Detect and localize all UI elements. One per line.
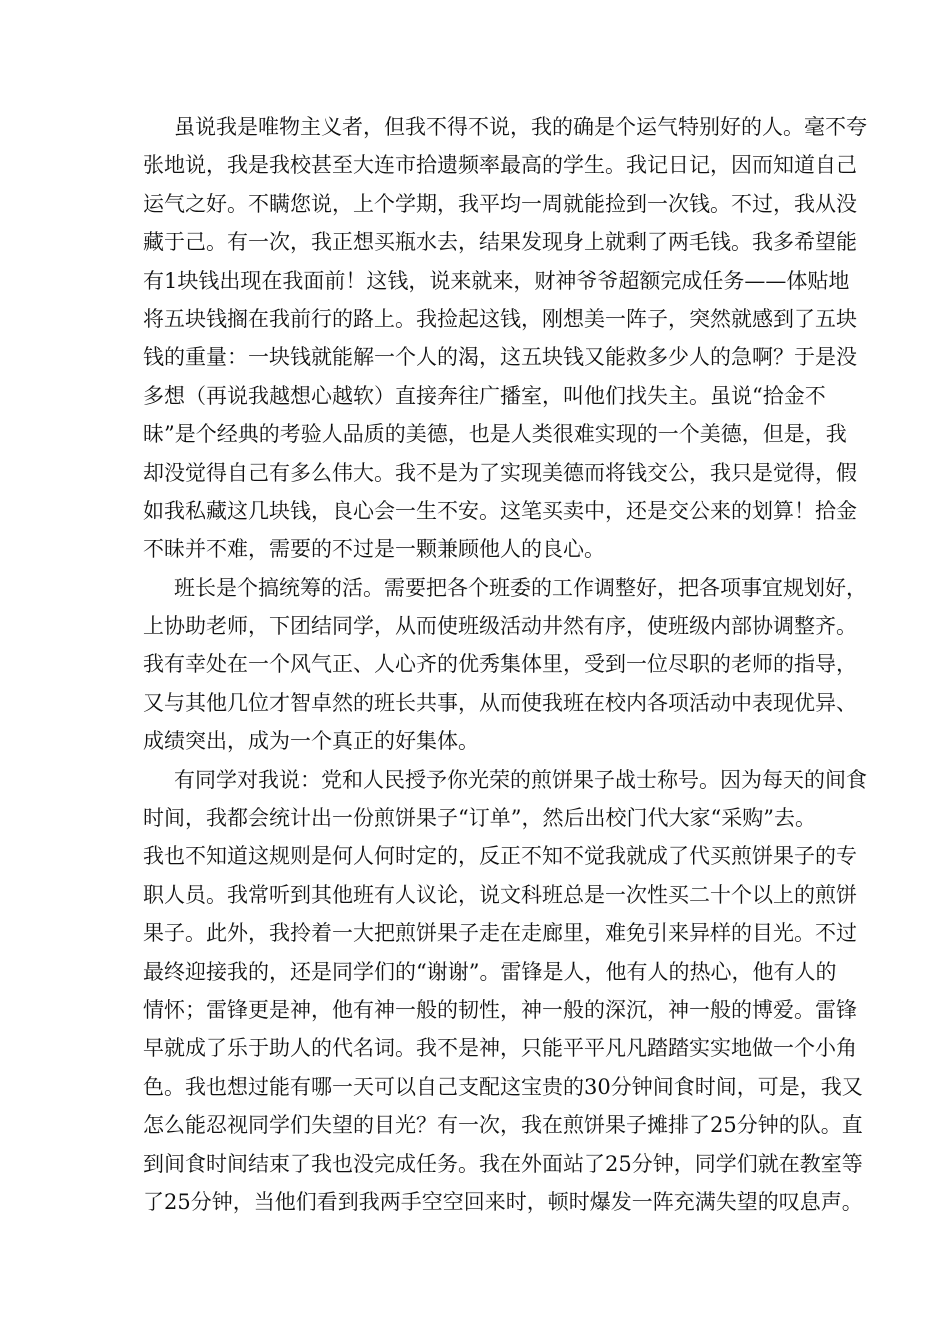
text-line: 早就成了乐于助人的代名词。我不是神，只能平平凡凡踏踏实实地做一个小角 [143,1036,857,1061]
text-line: 有同学对我说：党和人民授予你光荣的煎饼果子战士称号。因为每天的间食 [174,767,867,792]
text-line: 色。我也想过能有哪一天可以自己支配这宝贵的30分钟间食时间，可是，我又 [143,1074,863,1099]
text-line: 情怀；雷锋更是神，他有神一般的韧性，神一般的深沉，神一般的博爱。雷锋 [143,997,857,1022]
text-line: 职人员。我常听到其他班有人议论，说文科班总是一次性买二十个以上的煎饼 [143,882,857,907]
text-line: 张地说，我是我校甚至大连市拾遗频率最高的学生。我记日记，因而知道自己 [143,153,857,178]
text-line: 将五块钱搁在我前行的路上。我捡起这钱，刚想美一阵子，突然就感到了五块 [143,306,857,331]
text-line: 我有幸处在一个风气正、人心齐的优秀集体里，受到一位尽职的老师的指导， [143,652,857,677]
text-line: 我也不知道这规则是何人何时定的，反正不知不觉我就成了代买煎饼果子的专 [143,844,857,869]
text-line: 虽说我是唯物主义者，但我不得不说，我的确是个运气特别好的人。毫不夸 [174,115,867,139]
document-body [143,108,867,1221]
text-line: 成绩突出，成为一个真正的好集体。 [143,729,479,754]
text-line: 果子。此外，我拎着一大把煎饼果子走在走廊里，难免引来异样的目光。不过 [143,921,857,946]
text-line: 时间，我都会统计出一份煎饼果子“订单”，然后出校门代大家“采购”去。 [143,806,816,831]
text-line: 有1块钱出现在我面前！这钱，说来就来，财神爷爷超额完成任务——体贴地 [143,268,850,293]
paragraph-3 [143,761,867,1222]
paragraph-1 [143,108,867,569]
text-line: 班长是个搞统筹的活。需要把各个班委的工作调整好，把各项事宜规划好， [174,575,867,600]
text-line: 怎么能忍视同学们失望的目光？有一次，我在煎饼果子摊排了25分钟的队。直 [143,1113,863,1138]
text-line: 了25分钟，当他们看到我两手空空回来时，顿时爆发一阵充满失望的叹息声。 [143,1189,863,1214]
text-line: 最终迎接我的，还是同学们的“谢谢”。雷锋是人，他有人的热心，他有人的 [143,959,837,984]
text-line: 昧”是个经典的考验人品质的美德，也是人类很难实现的一个美德，但是，我 [143,422,847,447]
paragraph-2 [143,569,867,761]
text-line: 到间食时间结束了我也没完成任务。我在外面站了25分钟，同学们就在教室等 [143,1151,863,1176]
text-line: 运气之好。不瞒您说，上个学期，我平均一周就能捡到一次钱。不过，我从没 [143,191,857,216]
text-line: 上协助老师，下团结同学，从而使班级活动井然有序，使班级内部协调整齐。 [143,614,857,639]
text-line: 不昧并不难，需要的不过是一颗兼顾他人的良心。 [143,537,605,562]
text-line: 藏于己。有一次，我正想买瓶水去，结果发现身上就剩了两毛钱。我多希望能 [143,230,857,255]
text-line: 多想（再说我越想心越软）直接奔往广播室，叫他们找失主。虽说“拾金不 [143,383,826,408]
text-line: 如我私藏这几块钱，良心会一生不安。这笔买卖中，还是交公来的划算！拾金 [143,498,857,523]
text-line: 又与其他几位才智卓然的班长共事，从而使我班在校内各项活动中表现优异、 [143,690,857,715]
text-line: 却没觉得自己有多么伟大。我不是为了实现美德而将钱交公，我只是觉得，假 [143,460,857,485]
text-line: 钱的重量：一块钱就能解一个人的渴，这五块钱又能救多少人的急啊？于是没 [143,345,857,370]
